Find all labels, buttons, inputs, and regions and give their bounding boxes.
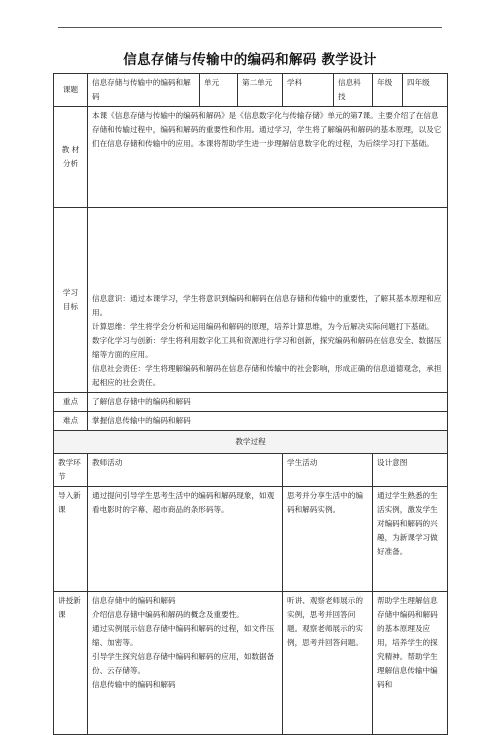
unit-label: 单元 bbox=[200, 74, 238, 107]
design-intent-cell: 通过学生熟悉的生活实例，激发学生对编码和解码的兴趣，为新课学习做好准备。 bbox=[373, 487, 448, 592]
key-point-label: 重点 bbox=[54, 393, 88, 412]
column-header-stage: 教学环节 bbox=[54, 454, 88, 487]
key-point-text: 了解信息存储中的编码和解码 bbox=[88, 393, 448, 412]
column-header-student: 学生活动 bbox=[283, 454, 373, 487]
subject-value: 信息科技 bbox=[334, 74, 373, 107]
column-header-intent: 设计意图 bbox=[373, 454, 448, 487]
process-row-new-lesson bbox=[54, 592, 448, 735]
objective-item: 信息意识：通过本课学习，学生将意识到编码和解码在信息存储和传输中的重要性，了解其基本原理和应用。 bbox=[92, 294, 442, 317]
textbook-analysis-row bbox=[54, 107, 448, 208]
teacher-activity-text: 引导学生探究信息存储中编码和解码的应用，如数据备份、云存储等。 bbox=[92, 652, 275, 675]
document-title: 信息存储与传输中的编码和解码 教学设计 bbox=[123, 52, 377, 68]
process-column-headers bbox=[54, 454, 448, 487]
difficult-point-text: 掌握信息传输中的编码和解码 bbox=[88, 412, 448, 431]
teacher-activity-text: 通过实例展示信息存储中编码和解码的过程，如文件压缩、加密等。 bbox=[92, 624, 275, 647]
header-row bbox=[54, 74, 448, 107]
header-rule bbox=[58, 27, 442, 28]
teacher-activity-text: 信息存储中的编码和解码 bbox=[92, 596, 176, 605]
objective-item: 信息社会责任：学生将理解编码和解码在信息存储和传输中的社会影响，形成正确的信息道德观念，承担起相应的社会责任。 bbox=[92, 364, 442, 387]
unit-value: 第二单元 bbox=[238, 74, 283, 107]
stage-cell: 导入新课 bbox=[54, 487, 88, 592]
key-point-row bbox=[54, 393, 448, 412]
student-activity-cell: 思考并分享生活中的编码和解码实例。 bbox=[283, 487, 373, 592]
topic-value: 信息存储与传输中的编码和解码 bbox=[88, 74, 200, 107]
objectives-row bbox=[54, 208, 448, 393]
textbook-analysis-label: 教 材 分析 bbox=[54, 107, 88, 208]
difficult-point-label: 难点 bbox=[54, 412, 88, 431]
process-title-row bbox=[54, 431, 448, 454]
process-title: 教学过程 bbox=[54, 431, 448, 454]
design-intent-cell: 帮助学生理解信息存储中编码和解码的基本原理及应用，培养学生的探究精神。帮助学生理解信息传输中编码和 bbox=[373, 592, 448, 735]
teacher-activity-text: 信息传输中的编码和解码 bbox=[92, 680, 176, 689]
column-header-teacher: 教师活动 bbox=[88, 454, 283, 487]
stage-cell: 讲授新课 bbox=[54, 592, 88, 735]
teacher-activity-cell bbox=[88, 592, 283, 735]
teacher-activity-cell bbox=[88, 487, 283, 592]
objectives-list bbox=[88, 208, 448, 393]
grade-label: 年级 bbox=[373, 74, 403, 107]
teacher-activity-text: 介绍信息存储中编码和解码的概念及重要性。 bbox=[92, 610, 244, 619]
topic-label: 课题 bbox=[54, 74, 88, 107]
difficult-point-row bbox=[54, 412, 448, 431]
student-activity-cell: 听讲、观察老师展示的实例，思考并回答问题。观察老师展示的实例，思考并回答问题。 bbox=[283, 592, 373, 735]
textbook-analysis-text: 本课《信息存储与传输中的编码和解码》是《信息数字化与传输存储》单元的第7课。主要介绍了在信息存储和传输过程中，编码和解码的重要性和作用。通过学习，学生将了解编码和解码的基本原理，以及它们在信息存储和传输中的应用。本课将帮助学生进一步理解信息数字化的过程，为后续学习打下基础。 bbox=[88, 107, 448, 208]
subject-label: 学科 bbox=[283, 74, 334, 107]
lesson-plan-table bbox=[53, 73, 448, 735]
objective-item: 计算思维：学生将学会分析和运用编码和解码的原理，培养计算思维，为今后解决实际问题打下基础。 bbox=[92, 322, 434, 331]
teacher-activity-text: 通过提问引导学生思考生活中的编码和解码现象，如观看电影时的字幕、超市商品的条形码等。 bbox=[92, 491, 275, 514]
process-row-intro bbox=[54, 487, 448, 592]
grade-value: 四年级 bbox=[403, 74, 448, 107]
objective-item: 数字化学习与创新：学生将利用数字化工具和资源进行学习和创新，探究编码和解码在信息安全、数据压缩等方面的应用。 bbox=[92, 336, 442, 359]
objectives-label: 学习 目标 bbox=[54, 208, 88, 393]
